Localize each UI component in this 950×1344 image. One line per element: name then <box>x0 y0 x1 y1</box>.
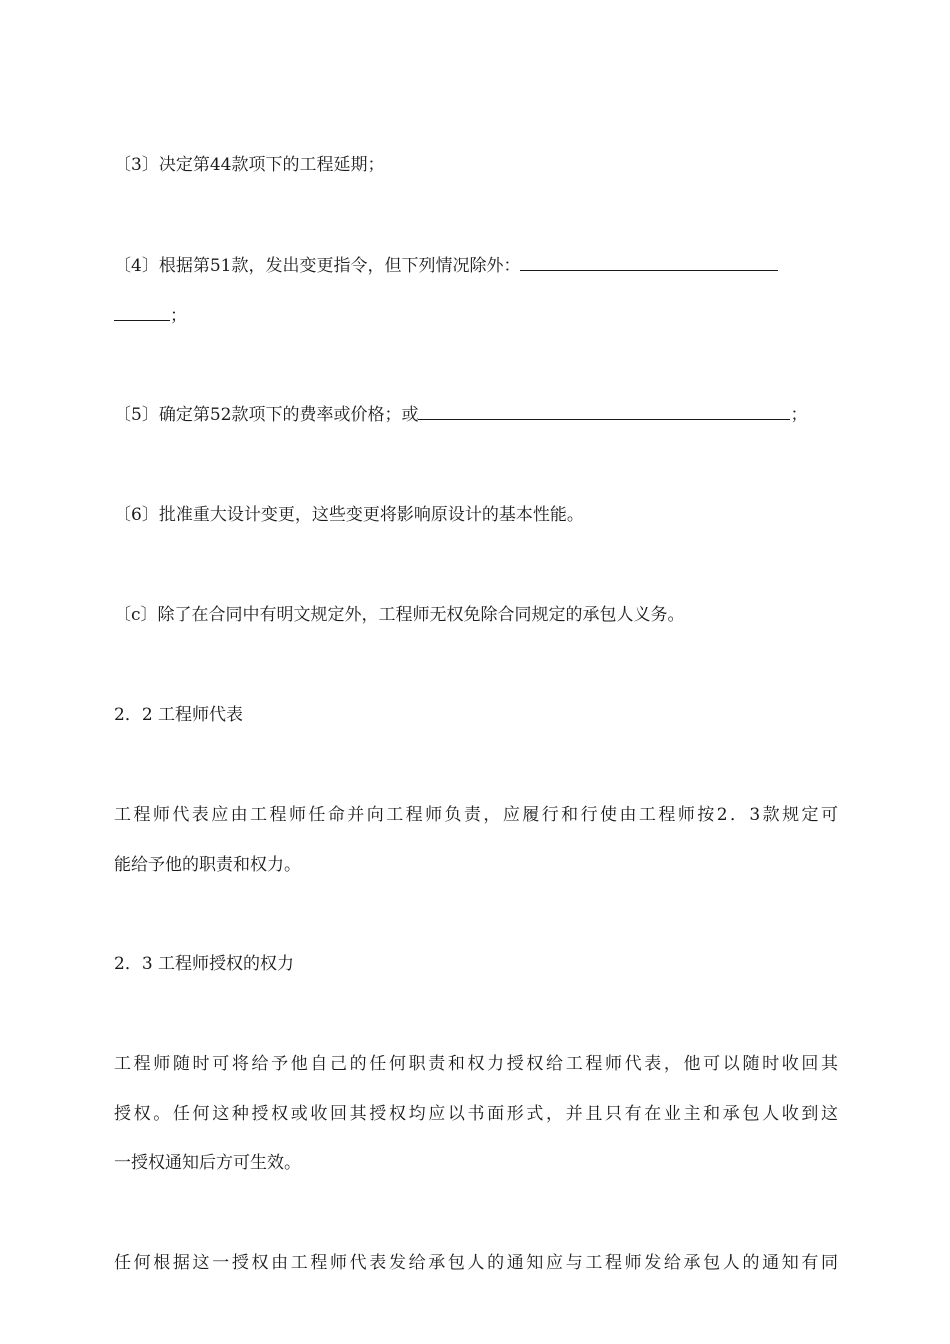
clause-item-5-suffix: ； <box>790 405 808 425</box>
paragraph-line: 任何根据这一授权由工程师代表发给承包人的通知应与工程师发给承包人的通知有同 <box>114 1253 838 1273</box>
clause-item-c-text: 〔c〕除了在合同中有明文规定外，工程师无权免除合同规定的承包人义务。 <box>114 605 685 625</box>
clause-item-5-text: 〔5〕确定第52款项下的费率或价格；或 <box>114 405 419 425</box>
paragraph-line: 一授权通知后方可生效。 <box>114 1153 301 1173</box>
paragraph-line: 授权。任何这种授权或收回其授权均应以书面形式，并且只有在业主和承包人收到这 <box>114 1104 838 1124</box>
clause-item-4-text: 〔4〕根据第51款，发出变更指令，但下列情况除外： <box>114 256 521 276</box>
fill-in-blank[interactable] <box>418 403 790 420</box>
paragraph-line: 工程师随时可将给予他自己的任何职责和权力授权给工程师代表，他可以随时收回其 <box>114 1054 838 1074</box>
clause-item-6-text: 〔6〕批准重大设计变更，这些变更将影响原设计的基本性能。 <box>114 505 584 525</box>
paragraph-line: 工程师代表应由工程师任命并向工程师负责，应履行和行使由工程师按2．3款规定可 <box>114 805 838 825</box>
clause-item-4 <box>114 254 838 278</box>
paragraph-line: 能给予他的职责和权力。 <box>114 855 301 875</box>
section-heading-2-2: 2．2 工程师代表 <box>114 705 244 725</box>
fill-in-blank[interactable] <box>114 304 170 321</box>
clause-item-4-continuation <box>114 304 838 328</box>
clause-item-5 <box>114 403 838 427</box>
section-heading-2-3: 2．3 工程师授权的权力 <box>114 954 295 974</box>
clause-item-6 <box>114 503 838 527</box>
clause-item-c <box>114 603 838 627</box>
clause-item-4-suffix: ； <box>170 306 187 326</box>
clause-item-3-text: 〔3〕决定第44款项下的工程延期； <box>114 155 385 175</box>
clause-item-3 <box>114 153 838 177</box>
fill-in-blank[interactable] <box>520 254 778 271</box>
